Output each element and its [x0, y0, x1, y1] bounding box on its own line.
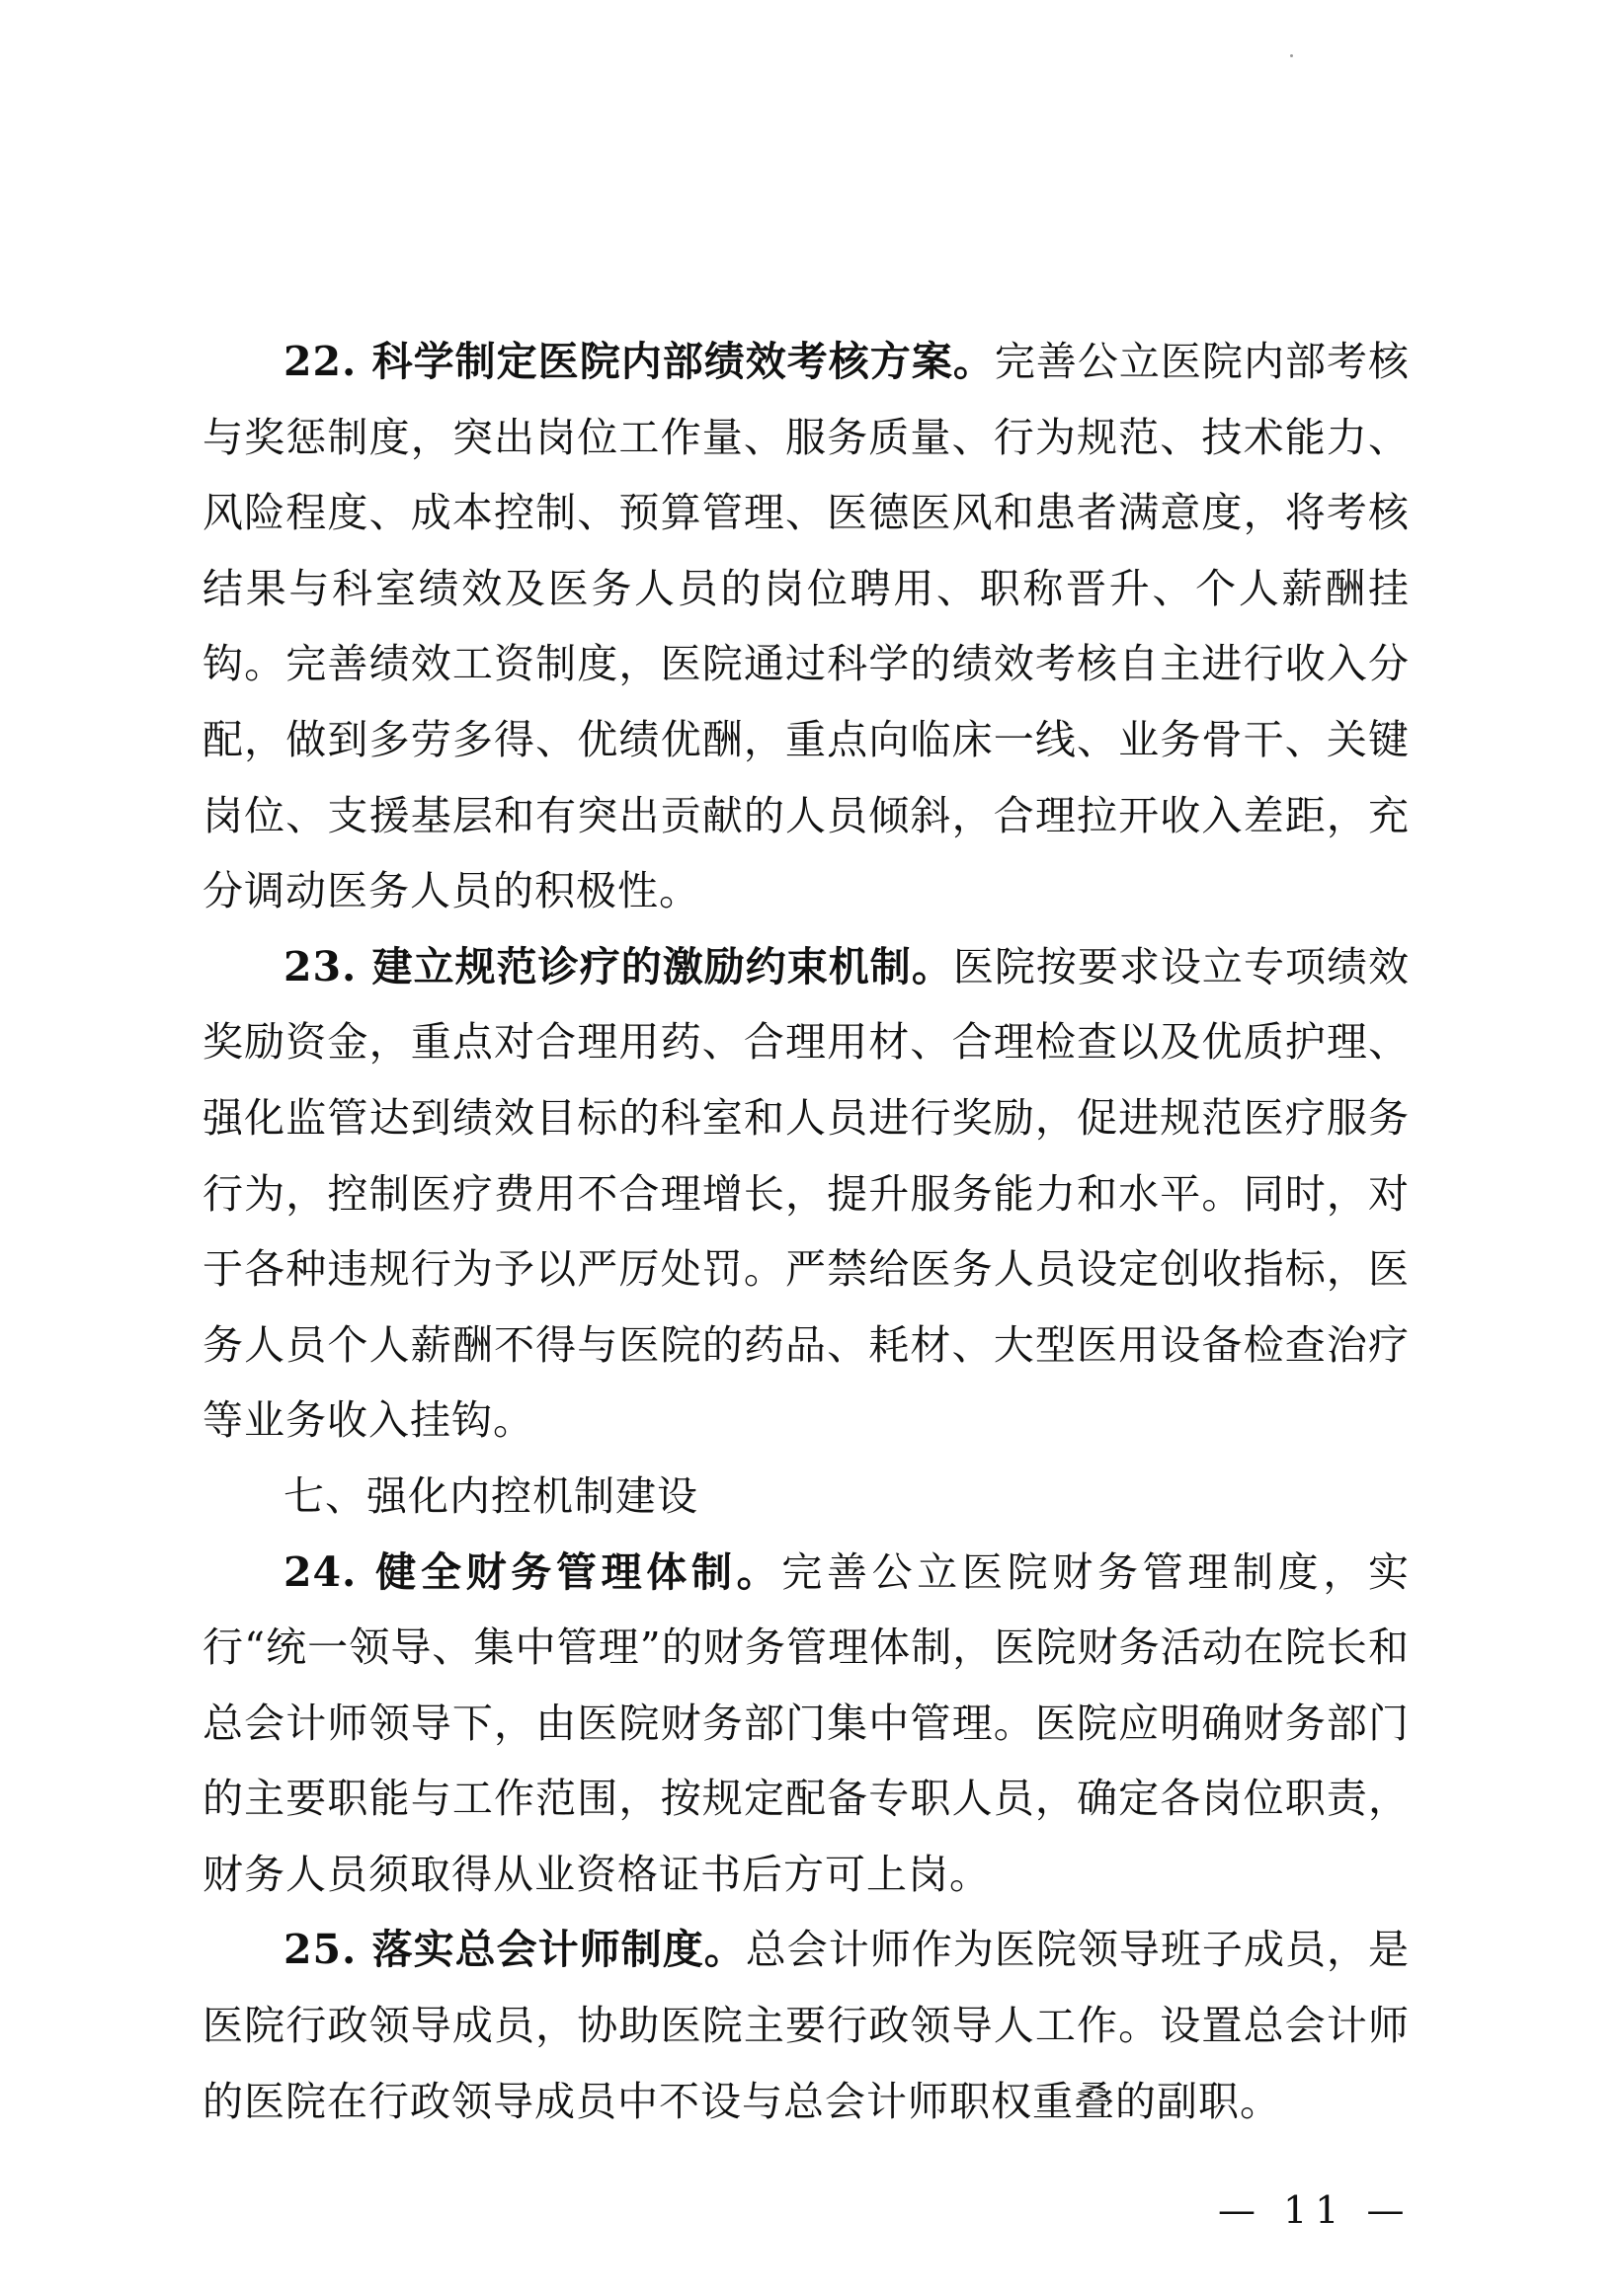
- paragraph-25-text: 总会计师作为医院领导班子成员，是医院行政领导成员，协助医院主要行政领导人工作。设置总会计师的医院在行政领导成员中不设与总会计师职权重叠的副职。: [202, 1926, 1410, 2125]
- paragraph-24: [202, 1535, 1410, 1913]
- paragraph-23-heading: 23. 建立规范诊疗的激励约束机制。: [284, 942, 953, 990]
- paragraph-25: [202, 1912, 1410, 2139]
- paragraph-23: [202, 929, 1410, 1459]
- section-heading: 七、强化内控机制建设: [284, 1471, 698, 1520]
- paragraph-25-heading: 25. 落实总会计师制度。: [284, 1926, 746, 1974]
- paragraph-22-heading: 22. 科学制定医院内部绩效考核方案。: [284, 338, 995, 385]
- paragraph-22: [202, 324, 1410, 929]
- paragraph-22-text: 完善公立医院内部考核与奖惩制度，突出岗位工作量、服务质量、行为规范、技术能力、风险程度、成本控制、预算管理、医德医风和患者满意度，将考核结果与科室绩效及医务人员的岗位聘用、职称晋升、个人薪酬挂钩。完善绩效工资制度，医院通过科学的绩效考核自主进行收入分配，做到多劳多得、优绩优酬，重点向临床一线、业务骨干、关键岗位、支援基层和有突出贡献的人员倾斜，合理拉开收入差距，充分调动医务人员的积极性。: [202, 338, 1410, 915]
- scan-speck: [1290, 54, 1293, 57]
- paragraph-23-text: 医院按要求设立专项绩效奖励资金，重点对合理用药、合理用材、合理检查以及优质护理、强化监管达到绩效目标的科室和人员进行奖励，促进规范医疗服务行为，控制医疗费用不合理增长，提升服务能力和水平。同时，对于各种违规行为予以严厉处罚。严禁给医务人员设定创收指标，医务人员个人薪酬不得与医院的药品、耗材、大型医用设备检查治疗等业务收入挂钩。: [202, 942, 1410, 1445]
- page-number: — 11 —: [1218, 2188, 1413, 2232]
- paragraph-24-text: 完善公立医院财务管理制度，实行“统一领导、集中管理”的财务管理体制，医院财务活动在院长和总会计师领导下，由医院财务部门集中管理。医院应明确财务部门的主要职能与工作范围，按规定配备专职人员，确定各岗位职责，财务人员须取得从业资格证书后方可上岗。: [202, 1547, 1410, 1898]
- document-body: [202, 324, 1410, 2139]
- paragraph-24-heading: 24. 健全财务管理体制。: [284, 1547, 782, 1596]
